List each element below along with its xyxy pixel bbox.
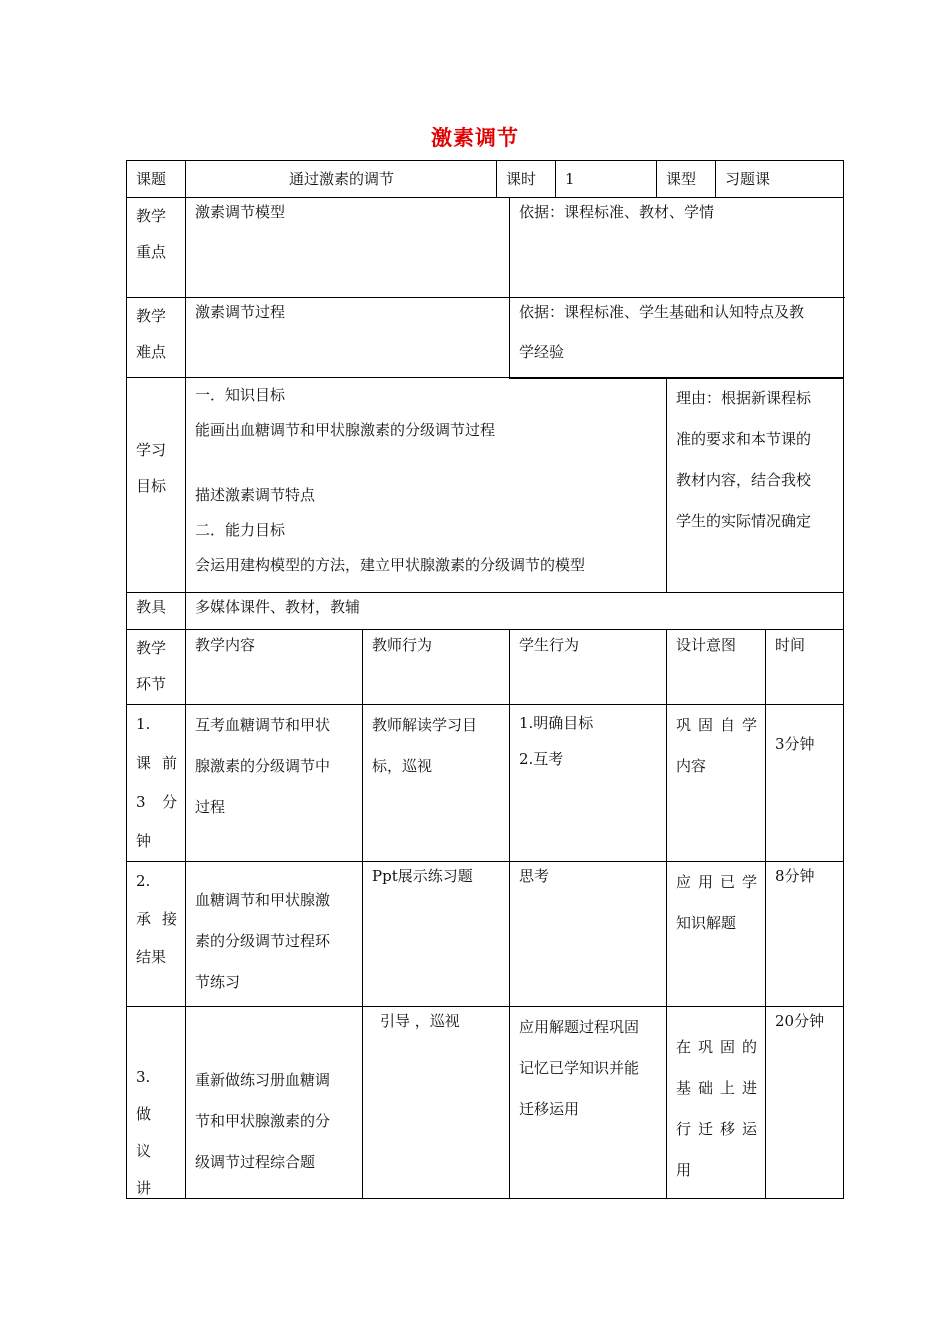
step-3-content-line: 重新做练习册血糖调 <box>195 1071 331 1089</box>
step-3-time: 20分钟 <box>775 1012 825 1030</box>
step-1-stage-line: 1. <box>136 715 151 733</box>
step-2-student-cell <box>509 861 667 1007</box>
header-teacher-cell <box>362 629 510 705</box>
step-2-teacher-cell <box>362 861 510 1007</box>
step-3-design-cell <box>666 1006 766 1199</box>
key-points-label-cell <box>126 197 186 298</box>
step-1-stage-line: 钟 <box>136 832 152 850</box>
tools-label: 教具 <box>136 598 167 616</box>
header-stage-cell <box>126 629 186 705</box>
header-time-cell <box>765 629 844 705</box>
step-1-student-cell <box>509 704 667 862</box>
objectives-content-cell <box>185 377 667 593</box>
header-stage-line-1: 教学 <box>136 639 167 657</box>
header-time: 时间 <box>775 636 806 654</box>
step-2-design-cell <box>666 861 766 1007</box>
step-2-stage-line: 2. <box>136 872 151 890</box>
topic-label: 课题 <box>136 170 167 188</box>
step-1-teacher-cell <box>362 704 510 862</box>
step-1-student-line: 1.明确目标 <box>519 714 594 732</box>
type-label-cell <box>656 160 716 198</box>
hours-value: 1 <box>565 170 575 188</box>
hours-label-cell <box>496 160 556 198</box>
header-design: 设计意图 <box>676 636 737 654</box>
step-1-time: 3分钟 <box>775 735 815 753</box>
hours-label: 课时 <box>506 170 537 188</box>
step-3-student-cell <box>509 1006 667 1199</box>
step-1-teacher-line: 标，巡视 <box>372 757 433 775</box>
difficulties-basis-cell <box>509 291 844 379</box>
step-1-teacher-line: 教师解读学习目 <box>372 716 478 734</box>
difficulties-basis-line-1: 依据：课程标准、学生基础和认知特点及教 <box>519 303 805 321</box>
step-2-design-line: 应 用 已 学 <box>676 873 757 891</box>
step-2-content-line: 节练习 <box>195 973 241 991</box>
step-3-student-line: 迁移运用 <box>519 1100 580 1118</box>
step-1-design-cell <box>666 704 766 862</box>
header-stage-line-2: 环节 <box>136 675 167 693</box>
step-3-stage-line: 做 <box>136 1105 152 1123</box>
step-1-stage-line: 3 分 <box>136 793 177 811</box>
difficulties-label-cell <box>126 297 186 378</box>
step-2-design-line: 知识解题 <box>676 914 737 932</box>
step-3-design-line: 用 <box>676 1161 692 1179</box>
objectives-label-line-1: 学习 <box>136 441 167 459</box>
difficulties-label-line-2: 难点 <box>136 343 167 361</box>
step-3-teacher-line: 引导 ，巡视 <box>380 1012 460 1030</box>
key-points-basis-cell <box>509 197 844 298</box>
objectives-reason-line-4: 学生的实际情况确定 <box>676 512 812 530</box>
objectives-line-5: 会运用建构模型的方法，建立甲状腺激素的分级调节的模型 <box>195 556 586 574</box>
document-title: 激素调节 <box>431 126 519 150</box>
difficulties-basis-top-border <box>509 297 845 298</box>
header-content-cell <box>185 629 363 705</box>
step-1-content-cell <box>185 704 363 862</box>
step-3-design-line: 行 迁 移 运 <box>676 1120 757 1138</box>
step-2-stage-line: 结果 <box>136 948 167 966</box>
difficulties-basis-line-2: 学经验 <box>519 343 565 361</box>
step-1-stage-line: 课 前 <box>136 754 177 772</box>
topic-value-cell <box>185 160 497 198</box>
step-1-content-line: 腺激素的分级调节中 <box>195 757 331 775</box>
step-1-stage-cell <box>126 704 186 862</box>
step-1-design-line: 巩 固 自 学 <box>676 716 757 734</box>
step-3-content-line: 节和甲状腺激素的分 <box>195 1112 331 1130</box>
header-student-cell <box>509 629 667 705</box>
step-3-student-line: 应用解题过程巩固 <box>519 1018 640 1036</box>
objectives-line-1: 一．知识目标 <box>195 386 286 404</box>
tools-content-cell <box>185 592 844 630</box>
step-1-content-line: 过程 <box>195 798 226 816</box>
key-points-label-line-2: 重点 <box>136 243 167 261</box>
header-design-cell <box>666 629 766 705</box>
step-3-stage-line: 议 <box>136 1142 152 1160</box>
tools-content: 多媒体课件、教材，教辅 <box>195 598 361 616</box>
objectives-line-3: 描述激素调节特点 <box>195 486 316 504</box>
type-label: 课型 <box>666 170 697 188</box>
difficulties-content: 激素调节过程 <box>195 303 286 321</box>
step-2-time-cell <box>765 861 844 1007</box>
step-1-design-line: 内容 <box>676 757 707 775</box>
step-3-stage-cell <box>126 1006 186 1199</box>
objectives-label-cell <box>126 377 186 593</box>
key-points-label-line-1: 教学 <box>136 207 167 225</box>
step-2-stage-cell <box>126 861 186 1007</box>
header-student: 学生行为 <box>519 636 580 654</box>
key-points-content: 激素调节模型 <box>195 203 286 221</box>
type-value: 习题课 <box>725 170 771 188</box>
key-points-content-cell <box>185 197 510 298</box>
topic-label-cell <box>126 160 186 198</box>
step-3-teacher-cell <box>362 1006 510 1199</box>
step-3-design-line: 基 础 上 进 <box>676 1079 757 1097</box>
objectives-line-4: 二．能力目标 <box>195 521 286 539</box>
type-value-cell <box>715 160 844 198</box>
difficulties-content-cell <box>185 297 510 378</box>
step-1-content-line: 互考血糖调节和甲状 <box>195 716 331 734</box>
objectives-gap <box>195 448 658 478</box>
step-3-stage-line: 3. <box>136 1068 151 1086</box>
step-2-teacher-line: Ppt展示练习题 <box>372 867 473 885</box>
difficulties-label-line-1: 教学 <box>136 307 167 325</box>
step-2-stage-line: 承 接 <box>136 910 177 928</box>
objectives-reason-line-3: 教材内容，结合我校 <box>676 471 812 489</box>
header-teacher: 教师行为 <box>372 636 433 654</box>
step-3-student-line: 记忆已学知识并能 <box>519 1059 640 1077</box>
tools-label-cell <box>126 592 186 630</box>
step-2-content-cell <box>185 861 363 1007</box>
key-points-basis: 依据：课程标准、教材、学情 <box>519 203 715 221</box>
step-3-design-line: 在 巩 固 的 <box>676 1038 757 1056</box>
objectives-label-line-2: 目标 <box>136 477 167 495</box>
step-3-stage-line: 讲 <box>136 1179 152 1197</box>
header-content: 教学内容 <box>195 636 256 654</box>
objectives-reason-line-2: 准的要求和本节课的 <box>676 430 812 448</box>
step-2-student-line: 思考 <box>519 867 550 885</box>
step-3-content-line: 级调节过程综合题 <box>195 1153 316 1171</box>
step-1-student-line: 2.互考 <box>519 750 564 768</box>
step-3-content-cell <box>185 1006 363 1199</box>
step-3-time-cell <box>765 1006 844 1199</box>
step-2-content-line: 血糖调节和甲状腺激 <box>195 891 331 909</box>
objectives-reason-line-1: 理由：根据新课程标 <box>676 389 812 407</box>
objectives-reason-cell <box>666 377 844 593</box>
step-2-content-line: 素的分级调节过程环 <box>195 932 331 950</box>
step-2-time: 8分钟 <box>775 867 815 885</box>
topic-value: 通过激素的调节 <box>288 170 394 188</box>
step-1-time-cell <box>765 704 844 862</box>
hours-value-cell <box>555 160 657 198</box>
objectives-line-2: 能画出血糖调节和甲状腺激素的分级调节过程 <box>195 421 496 439</box>
